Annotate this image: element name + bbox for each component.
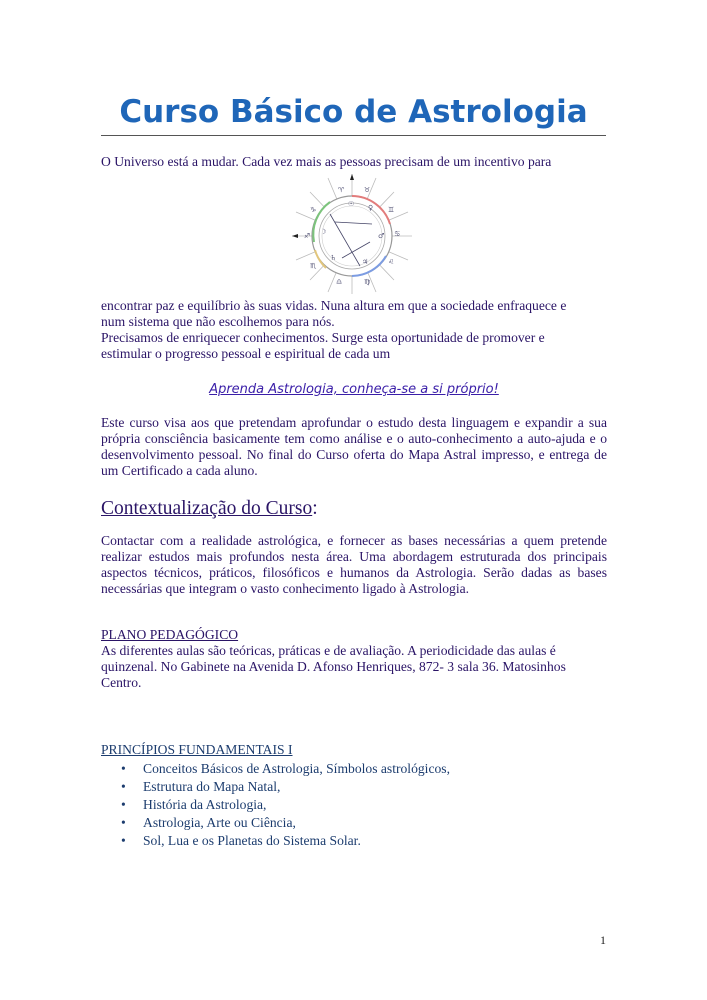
bullet-icon: • [121,797,126,812]
svg-text:☽: ☽ [320,228,327,236]
section-heading [101,497,318,521]
list-item-text: Conceitos Básicos de Astrologia, Símbolos astrológicos, [143,761,450,776]
section-heading-text: Contextualização do Curso [101,498,313,519]
page-number: 1 [600,933,606,947]
svg-text:♏: ♏ [310,262,317,270]
plano-section [101,627,607,691]
bullet-icon: • [121,761,126,776]
intro-continuation [101,298,607,362]
svg-text:♀: ♀ [368,204,374,212]
svg-text:♍: ♍ [364,278,371,286]
section-heading-colon: : [312,498,318,519]
bullet-icon: • [121,815,126,830]
svg-text:♎: ♎ [336,278,343,286]
svg-text:♐: ♐ [304,232,311,240]
intro-line: Precisamos de enriquecer conhecimentos. Surge esta oportunidade de promover e [101,330,545,345]
slogan: Aprenda Astrologia, conheça-se a si próprio! [209,382,499,397]
bullet-icon: • [121,779,126,794]
principios-list [101,760,450,850]
astrological-birth-chart-icon [290,172,415,297]
intro-line: num sistema que não escolhemos para nós. [101,314,335,329]
principios-heading: PRINCÍPIOS FUNDAMENTAIS I [101,742,293,757]
intro-line: encontrar paz e equilíbrio às suas vidas. Nuna altura em que a sociedade enfraquece e [101,298,567,313]
svg-text:♉: ♉ [364,186,371,194]
list-item [101,760,450,778]
intro-first-line: O Universo está a mudar. Cada vez mais as pessoas precisam de um incentivo para [101,154,552,169]
svg-text:♑: ♑ [310,206,317,214]
svg-text:♊: ♊ [388,206,395,214]
list-item-text: Astrologia, Arte ou Ciência, [143,815,296,830]
list-item [101,796,450,814]
svg-text:♂: ♂ [378,232,385,240]
svg-text:♃: ♃ [362,258,369,266]
svg-text:♈: ♈ [338,186,345,194]
svg-text:☉: ☉ [348,200,355,208]
intro-line: estimular o progresso pessoal e espiritual de cada um [101,346,391,361]
list-item [101,814,450,832]
page-title: Curso Básico de Astrologia [119,94,588,130]
plano-text: As diferentes aulas são teóricas, práticas e de avaliação. A periodicidade das aulas é quinzenal. No Gabinete na Avenida D. Afonso Henriques, 872- 3 sala 36. Matosinhos Centro. [101,643,566,690]
list-item-text: Sol, Lua e os Planetas do Sistema Solar. [143,833,361,848]
context-paragraph: Contactar com a realidade astrológica, e fornecer as bases necessárias a quem pretende realizar estudos mais profundos nesta área. Uma abordagem estruturada dos principais aspectos técnicos, práticos, filosóficos e humanos da Astrologia. Serão dadas as bases necessárias que integram o vasto conhecimento ligado à Astrologia. [101,533,607,596]
title-divider [101,135,606,136]
list-item [101,832,450,850]
svg-text:♋: ♋ [394,230,401,238]
list-item-text: História da Astrologia, [143,797,267,812]
course-paragraph: Este curso visa aos que pretendam aprofundar o estudo desta linguagem e expandir a sua própria consciência basicamente tem como análise e o auto-conhecimento a auto-ajuda e o desenvolvimento pessoal. No final do Curso oferta do Mapa Astral impresso, e entrega de um Certificado a cada aluno. [101,415,607,478]
list-item-text: Estrutura do Mapa Natal, [143,779,281,794]
plano-heading: PLANO PEDAGÓGICO [101,627,239,642]
svg-text:♄: ♄ [330,254,337,262]
list-item [101,778,450,796]
svg-text:♌: ♌ [388,258,395,266]
bullet-icon: • [121,833,126,848]
